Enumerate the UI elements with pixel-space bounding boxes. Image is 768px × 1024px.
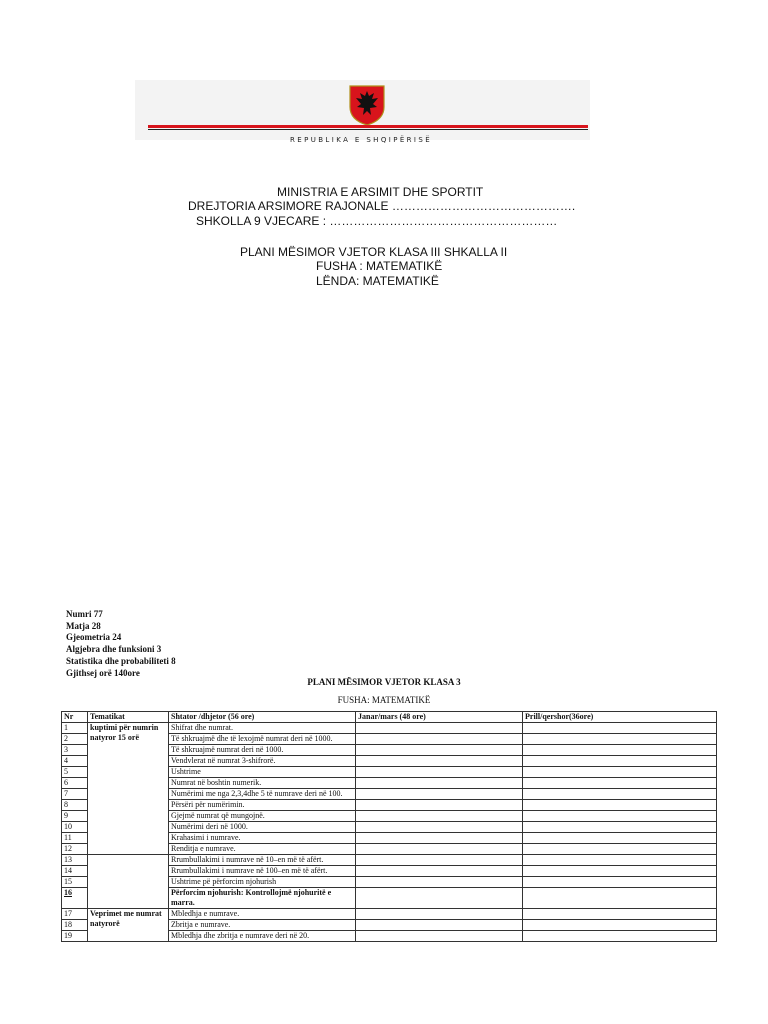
row-number: 4 (62, 756, 88, 767)
header-topics: Tematikat (88, 712, 169, 723)
school-line: SHKOLLA 9 VJECARE : ………………………………………………… (196, 214, 558, 228)
field-title: FUSHA : MATEMATIKË (316, 259, 443, 273)
subject-title: LËNDA: MATEMATIKË (316, 274, 439, 288)
row-number: 12 (62, 844, 88, 855)
albanian-coat-of-arms-icon (347, 83, 387, 127)
table-row (62, 855, 717, 866)
row-number: 17 (62, 909, 88, 920)
summary-line: Numri 77 (66, 609, 103, 619)
row-number: 8 (62, 800, 88, 811)
lesson-cell: Krahasimi i numrave. (169, 833, 356, 844)
republic-label: REPUBLIKA E SHQIPËRISË (290, 136, 433, 144)
lesson-cell: Përforcim njohurish: Kontrollojmë njohuritë e marra. (169, 888, 356, 909)
lesson-cell: Numrat në boshtin numerik. (169, 778, 356, 789)
lesson-cell: Të shkruajmë numrat deri në 1000. (169, 745, 356, 756)
lesson-cell: Të shkruajmë dhe të lexojmë numrat deri në 1000. (169, 734, 356, 745)
hours-summary (66, 609, 176, 679)
plan-title: PLANI MËSIMOR VJETOR KLASA III SHKALLA II (240, 245, 508, 259)
table-row (62, 909, 717, 920)
lesson-cell: Zbritja e numrave. (169, 920, 356, 931)
lesson-cell: Mbledhja dhe zbritja e numrave deri në 20. (169, 931, 356, 942)
header-apr-jun: Prill/qershor(36ore) (523, 712, 717, 723)
row-number: 16 (62, 888, 88, 909)
directorate-line: DREJTORIA ARSIMORE RAJONALE ………………………………………. (188, 199, 576, 213)
lesson-cell: Ushtrime (169, 767, 356, 778)
plan-table (61, 711, 717, 942)
row-number: 18 (62, 920, 88, 931)
row-number: 11 (62, 833, 88, 844)
lesson-cell: Rrumbullakimi i numrave në 100–en më të afërt. (169, 866, 356, 877)
row-number: 19 (62, 931, 88, 942)
row-number: 2 (62, 734, 88, 745)
row-number: 1 (62, 723, 88, 734)
row-number: 7 (62, 789, 88, 800)
row-number: 15 (62, 877, 88, 888)
header-jan-mar: Janar/mars (48 ore) (356, 712, 523, 723)
letterhead-red-rule (148, 125, 588, 128)
table-title: PLANI MËSIMOR VJETOR KLASA 3 (307, 677, 461, 687)
topic-cell-empty (88, 855, 169, 909)
letterhead-black-rule (148, 129, 588, 130)
row-number: 14 (62, 866, 88, 877)
row-number: 10 (62, 822, 88, 833)
lesson-cell: Mbledhja e numrave. (169, 909, 356, 920)
summary-line: Matja 28 (66, 620, 101, 631)
row-number: 5 (62, 767, 88, 778)
summary-line: Algjebra dhe funksioni 3 (66, 644, 162, 655)
ministry-title: MINISTRIA E ARSIMIT DHE SPORTIT (277, 185, 484, 199)
summary-line: Statistika dhe probabiliteti 8 (66, 655, 176, 666)
table-subtitle: FUSHA: MATEMATIKË (337, 695, 431, 705)
lesson-cell: Vendvlerat në numrat 3-shifrorë. (169, 756, 356, 767)
lesson-cell: Renditja e numrave. (169, 844, 356, 855)
topic-cell: Veprimet me numrat natyrorë (88, 909, 169, 942)
row-number: 3 (62, 745, 88, 756)
lesson-cell: Gjejmë numrat që mungojnë. (169, 811, 356, 822)
header-sep-dec: Shtator /dhjetor (56 ore) (169, 712, 356, 723)
table-row (62, 723, 717, 734)
topic-cell: kuptimi për numrin natyror 15 orë (88, 723, 169, 855)
summary-line: Gjeometria 24 (66, 632, 122, 643)
header-nr: Nr (62, 712, 88, 723)
lesson-cell: Rrumbullakimi i numrave në 10–en më të afërt. (169, 855, 356, 866)
lesson-cell: Numërimi me nga 2,3,4dhe 5 të numrave deri në 100. (169, 789, 356, 800)
row-number: 6 (62, 778, 88, 789)
row-number: 9 (62, 811, 88, 822)
lesson-cell: Ushtrime pë përforcim njohurish (169, 877, 356, 888)
lesson-cell: Përsëri për numërimin. (169, 800, 356, 811)
table-header-row (62, 712, 717, 723)
lesson-cell: Shifrat dhe numrat. (169, 723, 356, 734)
summary-line: Gjithsej orë 140ore (66, 667, 140, 678)
lesson-cell: Numërimi deri në 1000. (169, 822, 356, 833)
row-number: 13 (62, 855, 88, 866)
